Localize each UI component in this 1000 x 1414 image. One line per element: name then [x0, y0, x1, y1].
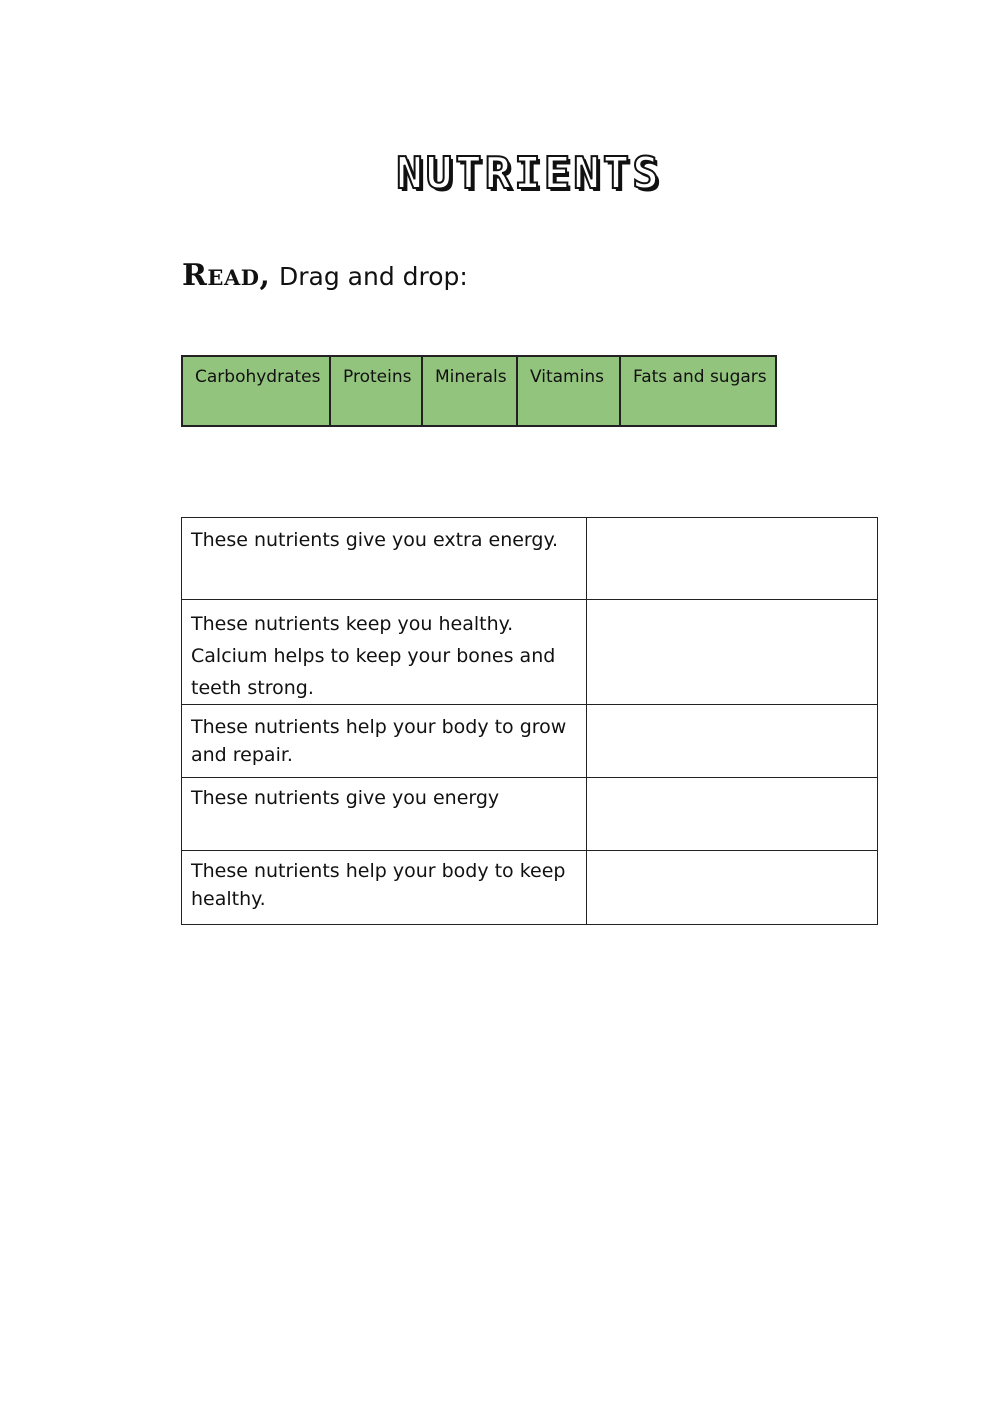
word-bank-item-minerals[interactable]: Minerals [422, 356, 517, 426]
word-bank-item-vitamins[interactable]: Vitamins [517, 356, 620, 426]
answer-drop-zone[interactable] [587, 705, 878, 778]
table-row [182, 851, 878, 925]
instruction-text: Drag and drop: [278, 262, 468, 291]
table-row [182, 705, 878, 778]
row-description: These nutrients help your body to grow and repair. [182, 705, 587, 778]
word-bank [181, 355, 777, 427]
word-bank-item-fats-and-sugars[interactable]: Fats and sugars [620, 356, 776, 426]
table-row [182, 518, 878, 600]
match-table [181, 517, 878, 925]
word-bank-item-carbohydrates[interactable]: Carbohydrates [182, 356, 330, 426]
instruction [182, 258, 468, 293]
word-bank-item-proteins[interactable]: Proteins [330, 356, 422, 426]
instruction-read: Read, [182, 258, 271, 293]
answer-drop-zone[interactable] [587, 778, 878, 851]
row-description: These nutrients give you energy [182, 778, 587, 851]
answer-drop-zone[interactable] [587, 851, 878, 925]
table-row [182, 778, 878, 851]
row-description: These nutrients help your body to keep healthy. [182, 851, 587, 925]
row-description: These nutrients give you extra energy. [182, 518, 587, 600]
answer-drop-zone[interactable] [587, 600, 878, 705]
answer-drop-zone[interactable] [587, 518, 878, 600]
page-title: NUTRIENTS [396, 148, 662, 199]
word-bank-row [182, 356, 776, 426]
table-row [182, 600, 878, 705]
row-description: These nutrients keep you healthy. Calcium helps to keep your bones and teeth strong. [182, 600, 587, 705]
